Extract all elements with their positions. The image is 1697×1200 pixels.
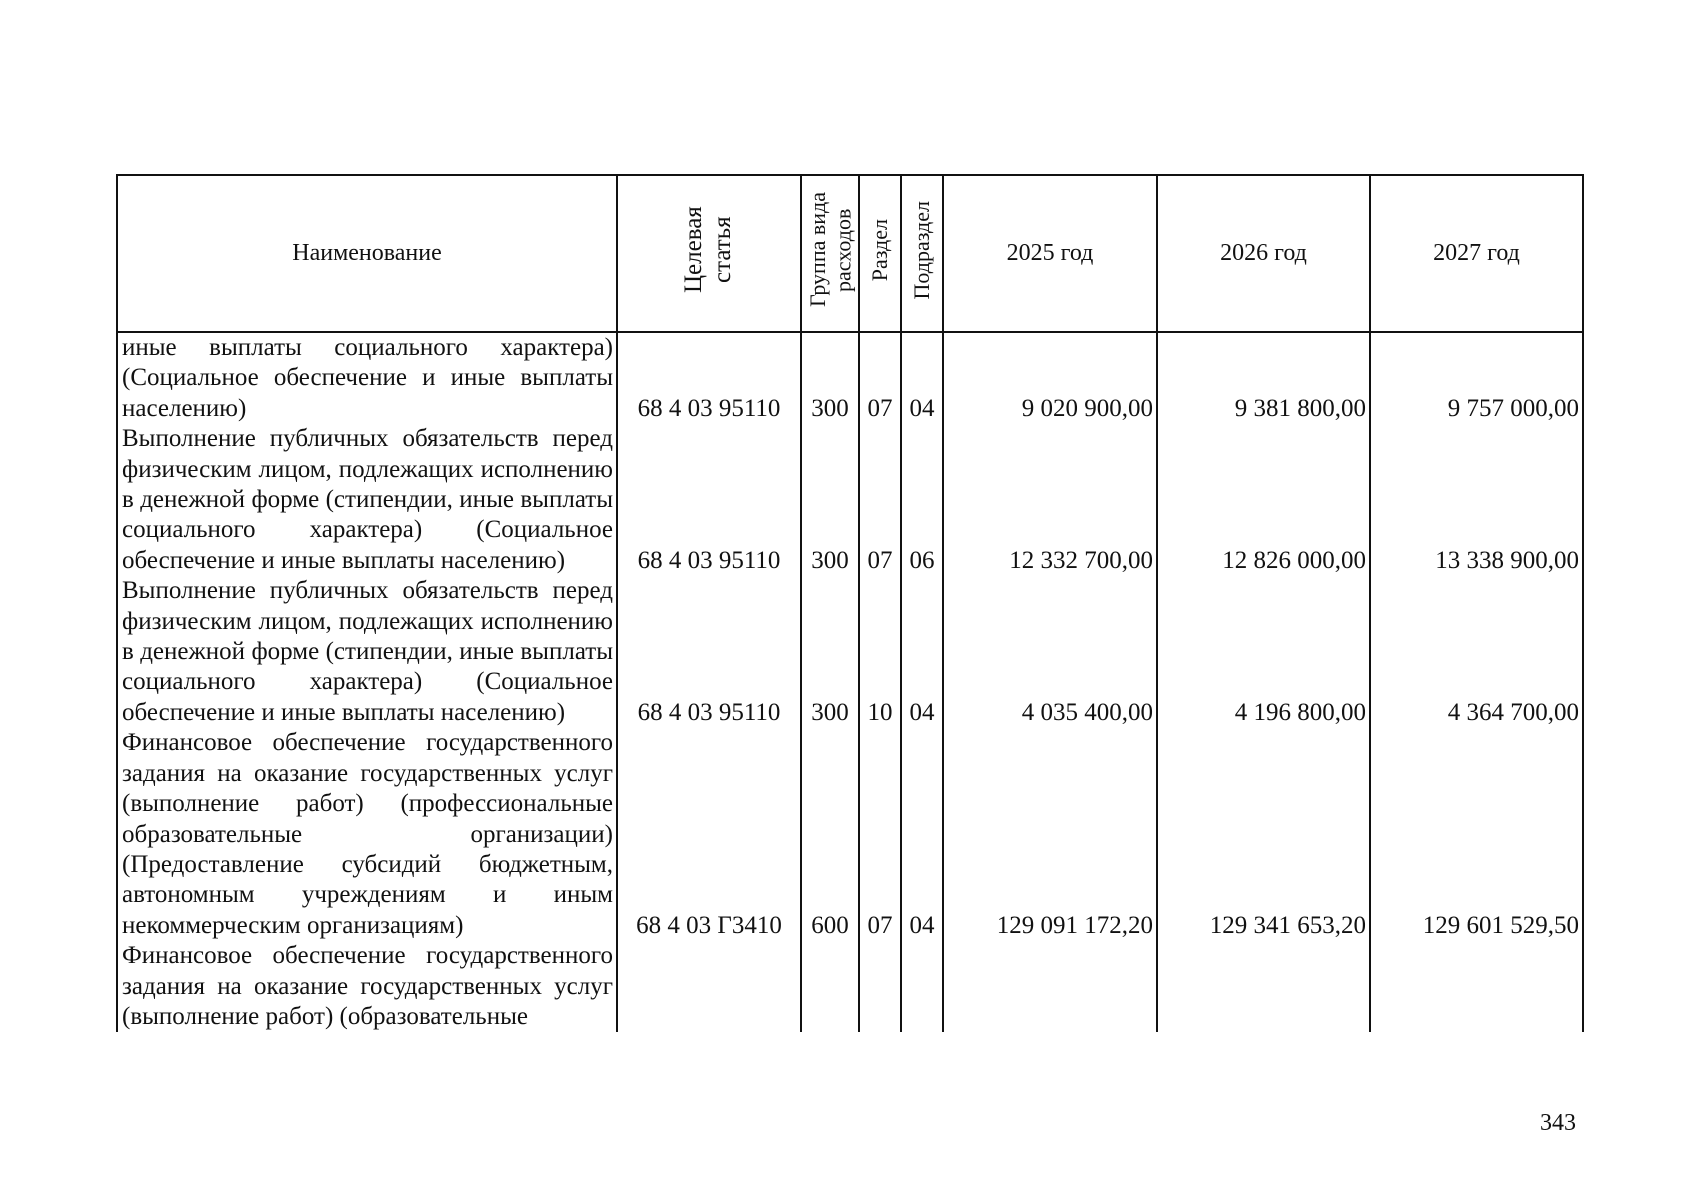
row-name: Выполнение публичных обязательств перед физическим лицом, подлежащих исполнению в денежной форме (стипендии, иные выплаты социального характера) (Социальное обеспечение и иные выплаты населению) xyxy=(117,424,617,576)
row-section: 07 xyxy=(859,332,901,424)
table-row xyxy=(117,576,1583,728)
header-section: Раздел xyxy=(859,175,901,332)
row-2026: 129 341 653,20 xyxy=(1157,728,1370,941)
row-group: 300 xyxy=(801,576,859,728)
table-body xyxy=(117,332,1583,1032)
row-group: 300 xyxy=(801,424,859,576)
table-row xyxy=(117,332,1583,424)
row-2026: 4 196 800,00 xyxy=(1157,576,1370,728)
budget-table xyxy=(116,174,1584,1032)
row-target: 68 4 03 95110 xyxy=(617,424,801,576)
header-2025: 2025 год xyxy=(943,175,1157,332)
header-subsection: Подраздел xyxy=(901,175,943,332)
row-2027 xyxy=(1370,941,1583,1032)
row-target xyxy=(617,941,801,1032)
row-2025: 12 332 700,00 xyxy=(943,424,1157,576)
table-row xyxy=(117,941,1583,1032)
row-section: 10 xyxy=(859,576,901,728)
row-name: иные выплаты социального характера) (Социальное обеспечение и иные выплаты населению) xyxy=(117,332,617,424)
row-2027: 9 757 000,00 xyxy=(1370,332,1583,424)
row-name: Финансовое обеспечение государственного задания на оказание государственных услуг (выполнение работ) (образовательные xyxy=(117,941,617,1032)
header-group: Группа вида расходов xyxy=(801,175,859,332)
row-2027: 13 338 900,00 xyxy=(1370,424,1583,576)
table-header xyxy=(117,175,1583,332)
row-subsection xyxy=(901,941,943,1032)
row-2025: 129 091 172,20 xyxy=(943,728,1157,941)
header-2026: 2026 год xyxy=(1157,175,1370,332)
row-subsection: 06 xyxy=(901,424,943,576)
row-section: 07 xyxy=(859,424,901,576)
row-subsection: 04 xyxy=(901,332,943,424)
page-number: 343 xyxy=(1540,1110,1576,1136)
row-section xyxy=(859,941,901,1032)
row-2026: 12 826 000,00 xyxy=(1157,424,1370,576)
row-group: 300 xyxy=(801,332,859,424)
row-section: 07 xyxy=(859,728,901,941)
row-2025: 4 035 400,00 xyxy=(943,576,1157,728)
row-group: 600 xyxy=(801,728,859,941)
row-2025: 9 020 900,00 xyxy=(943,332,1157,424)
row-2025 xyxy=(943,941,1157,1032)
header-name: Наименование xyxy=(117,175,617,332)
row-target: 68 4 03 95110 xyxy=(617,576,801,728)
header-target: Целевая статья xyxy=(617,175,801,332)
table-row xyxy=(117,424,1583,576)
row-subsection: 04 xyxy=(901,576,943,728)
row-group xyxy=(801,941,859,1032)
row-target: 68 4 03 Г3410 xyxy=(617,728,801,941)
row-2026: 9 381 800,00 xyxy=(1157,332,1370,424)
row-subsection: 04 xyxy=(901,728,943,941)
row-target: 68 4 03 95110 xyxy=(617,332,801,424)
row-2026 xyxy=(1157,941,1370,1032)
row-2027: 4 364 700,00 xyxy=(1370,576,1583,728)
table-row xyxy=(117,728,1583,941)
row-2027: 129 601 529,50 xyxy=(1370,728,1583,941)
row-name: Финансовое обеспечение государственного задания на оказание государственных услуг (выполнение работ) (профессиональные образовательные организации) (Предоставление субсидий бюджетным, автономным учреждениям и иным некоммерческим организациям) xyxy=(117,728,617,941)
row-name: Выполнение публичных обязательств перед физическим лицом, подлежащих исполнению в денежной форме (стипендии, иные выплаты социального характера) (Социальное обеспечение и иные выплаты населению) xyxy=(117,576,617,728)
header-2027: 2027 год xyxy=(1370,175,1583,332)
